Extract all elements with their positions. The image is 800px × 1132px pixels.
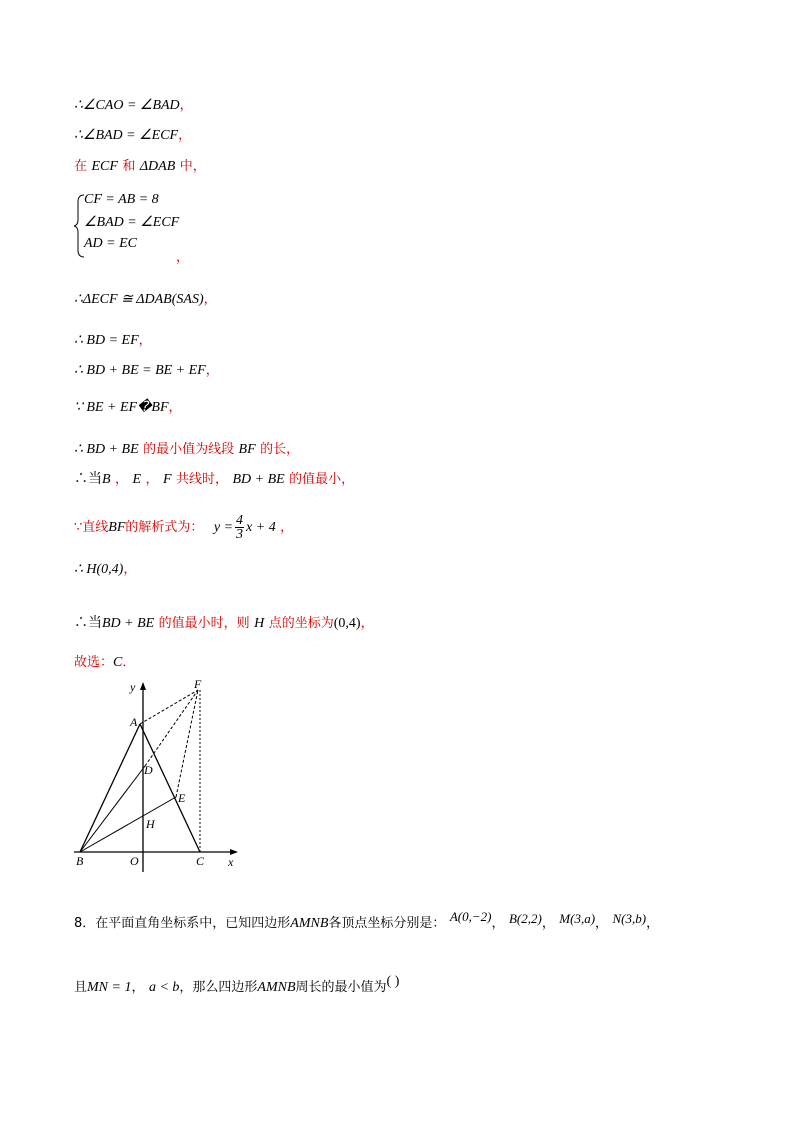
math-point: (0,4)	[333, 616, 361, 631]
math-h: H	[254, 616, 265, 631]
question-8-line-1	[74, 909, 660, 933]
segment-be	[80, 797, 176, 852]
system-row-2: ∠BAD = ∠ECF	[84, 215, 180, 230]
text-min-value: 的最小值为线段	[143, 442, 235, 457]
comma: ，	[131, 980, 145, 995]
math-sum: ∴ BD + BE = BE + EF	[74, 363, 206, 378]
math-dab: ΔDAB	[139, 159, 176, 174]
text-min: 的值最小，	[289, 472, 355, 487]
math-bd-be: ∴ BD + BE	[74, 442, 139, 457]
text-answer: 故选：	[74, 655, 114, 670]
comma: ，	[145, 472, 159, 487]
math-b: B	[102, 472, 111, 487]
answer-blank: ( )	[386, 974, 400, 989]
text-length: 的长，	[260, 442, 300, 457]
proof-line-3	[74, 157, 206, 176]
text-he: 和	[122, 159, 136, 174]
segment-ba	[80, 724, 140, 852]
math-amnb: AMNB	[290, 916, 329, 931]
proof-line-9	[74, 440, 299, 459]
text-dang: ∴当	[74, 472, 102, 487]
geometry-figure	[70, 676, 250, 872]
proof-line-8	[74, 398, 182, 417]
comma: ，	[541, 916, 555, 931]
comma: ，	[176, 250, 190, 265]
math-point-m: M(3,a)	[559, 911, 596, 926]
q8-text-vertices: 各顶点坐标分别是：	[328, 916, 446, 931]
system-row-1: CF = AB = 8	[84, 192, 159, 207]
label-e: E	[178, 791, 186, 805]
y-axis-arrow-icon	[140, 682, 146, 690]
math-a-lt-b: a < b	[148, 980, 180, 995]
label-o: O	[130, 854, 139, 868]
text-min-then: 的值最小时，则	[158, 616, 250, 631]
math-amnb: AMNB	[257, 980, 296, 995]
proof-line-11	[74, 512, 293, 543]
math-bd-be: BD + BE	[102, 616, 155, 631]
math-bd-ef: ∴ BD = EF	[74, 333, 139, 348]
text-zai: 在	[74, 159, 88, 174]
math-angle-cao-bad: ∴∠CAO = ∠BAD	[74, 98, 180, 113]
fraction-denominator: 3	[236, 526, 244, 542]
q8-text-then: ，那么四边形	[179, 980, 258, 995]
math-c: C	[113, 655, 123, 670]
comma: ，	[280, 520, 294, 535]
proof-line-10	[74, 470, 354, 489]
text-coordinate: 点的坐标为	[268, 616, 334, 631]
comma: ，	[168, 400, 182, 415]
math-point-b: B(2,2)	[508, 911, 542, 926]
proof-line-5	[74, 290, 217, 309]
math-bf: BF	[238, 442, 256, 457]
math-f: F	[162, 472, 172, 487]
comma: ，	[203, 292, 217, 307]
math-e: E	[132, 472, 142, 487]
segment-af	[140, 690, 198, 724]
proof-line-2	[74, 126, 191, 145]
label-c: C	[196, 854, 205, 868]
fraction-numerator: 4	[236, 512, 244, 528]
q8-text-perimeter: 周长的最小值为	[295, 980, 387, 995]
label-d: D	[144, 763, 153, 777]
math-y-eq: y =	[213, 520, 234, 535]
q8-text-and: 且	[74, 980, 88, 995]
text-dang: ∴当	[74, 616, 102, 631]
comma: ，	[179, 98, 193, 113]
math-point-n: N(3,b)	[612, 911, 647, 926]
math-point-a: A(0,−2)	[449, 909, 492, 924]
question-8-line-2	[74, 974, 400, 997]
proof-line-13	[74, 614, 374, 633]
system-row-3: AD = EC	[84, 236, 137, 251]
label-b: B	[76, 854, 84, 868]
math-x-plus-4: x + 4	[246, 520, 276, 535]
proof-line-7	[74, 361, 219, 380]
math-bd-be: BD + BE	[232, 472, 285, 487]
comma: ，	[138, 333, 152, 348]
text-collinear: 共线时，	[175, 472, 228, 487]
math-angle-bad-ecf: ∴∠BAD = ∠ECF	[74, 128, 179, 143]
comma: ，	[178, 128, 192, 143]
comma: ，	[205, 363, 219, 378]
math-inequality: ∵ BE + EF�BF	[74, 400, 169, 415]
segment-ac	[140, 724, 200, 852]
math-ecf: ECF	[91, 159, 118, 174]
label-f: F	[194, 677, 202, 691]
period: ．	[122, 655, 136, 670]
math-congruent: ∴ΔECF ≅ ΔDAB(SAS)	[74, 292, 204, 307]
comma: ，	[491, 916, 505, 931]
math-h: ∴ H(0,4)	[74, 562, 124, 577]
math-mn-1: MN = 1	[87, 980, 132, 995]
q8-text-intro: 8．在平面直角坐标系中，已知四边形	[74, 916, 291, 931]
segment-bd	[80, 766, 145, 852]
segment-ef	[176, 690, 198, 797]
math-bf: BF	[108, 520, 126, 535]
label-h: H	[146, 817, 155, 831]
label-x: x	[228, 855, 234, 869]
label-a: A	[130, 715, 138, 729]
text-expression: 的解析式为：	[125, 520, 204, 535]
comma: ，	[360, 616, 374, 631]
fraction-four-thirds	[235, 514, 244, 541]
comma: ，	[646, 916, 660, 931]
text-line: ∵直线	[74, 520, 109, 535]
proof-line-1	[74, 96, 193, 115]
label-y: y	[130, 680, 136, 694]
proof-line-6	[74, 331, 152, 350]
proof-line-12	[74, 560, 136, 579]
proof-line-14	[74, 653, 135, 672]
comma: ，	[595, 916, 609, 931]
comma: ，	[115, 472, 129, 487]
comma: ，	[123, 562, 137, 577]
text-zhong: 中，	[179, 159, 206, 174]
